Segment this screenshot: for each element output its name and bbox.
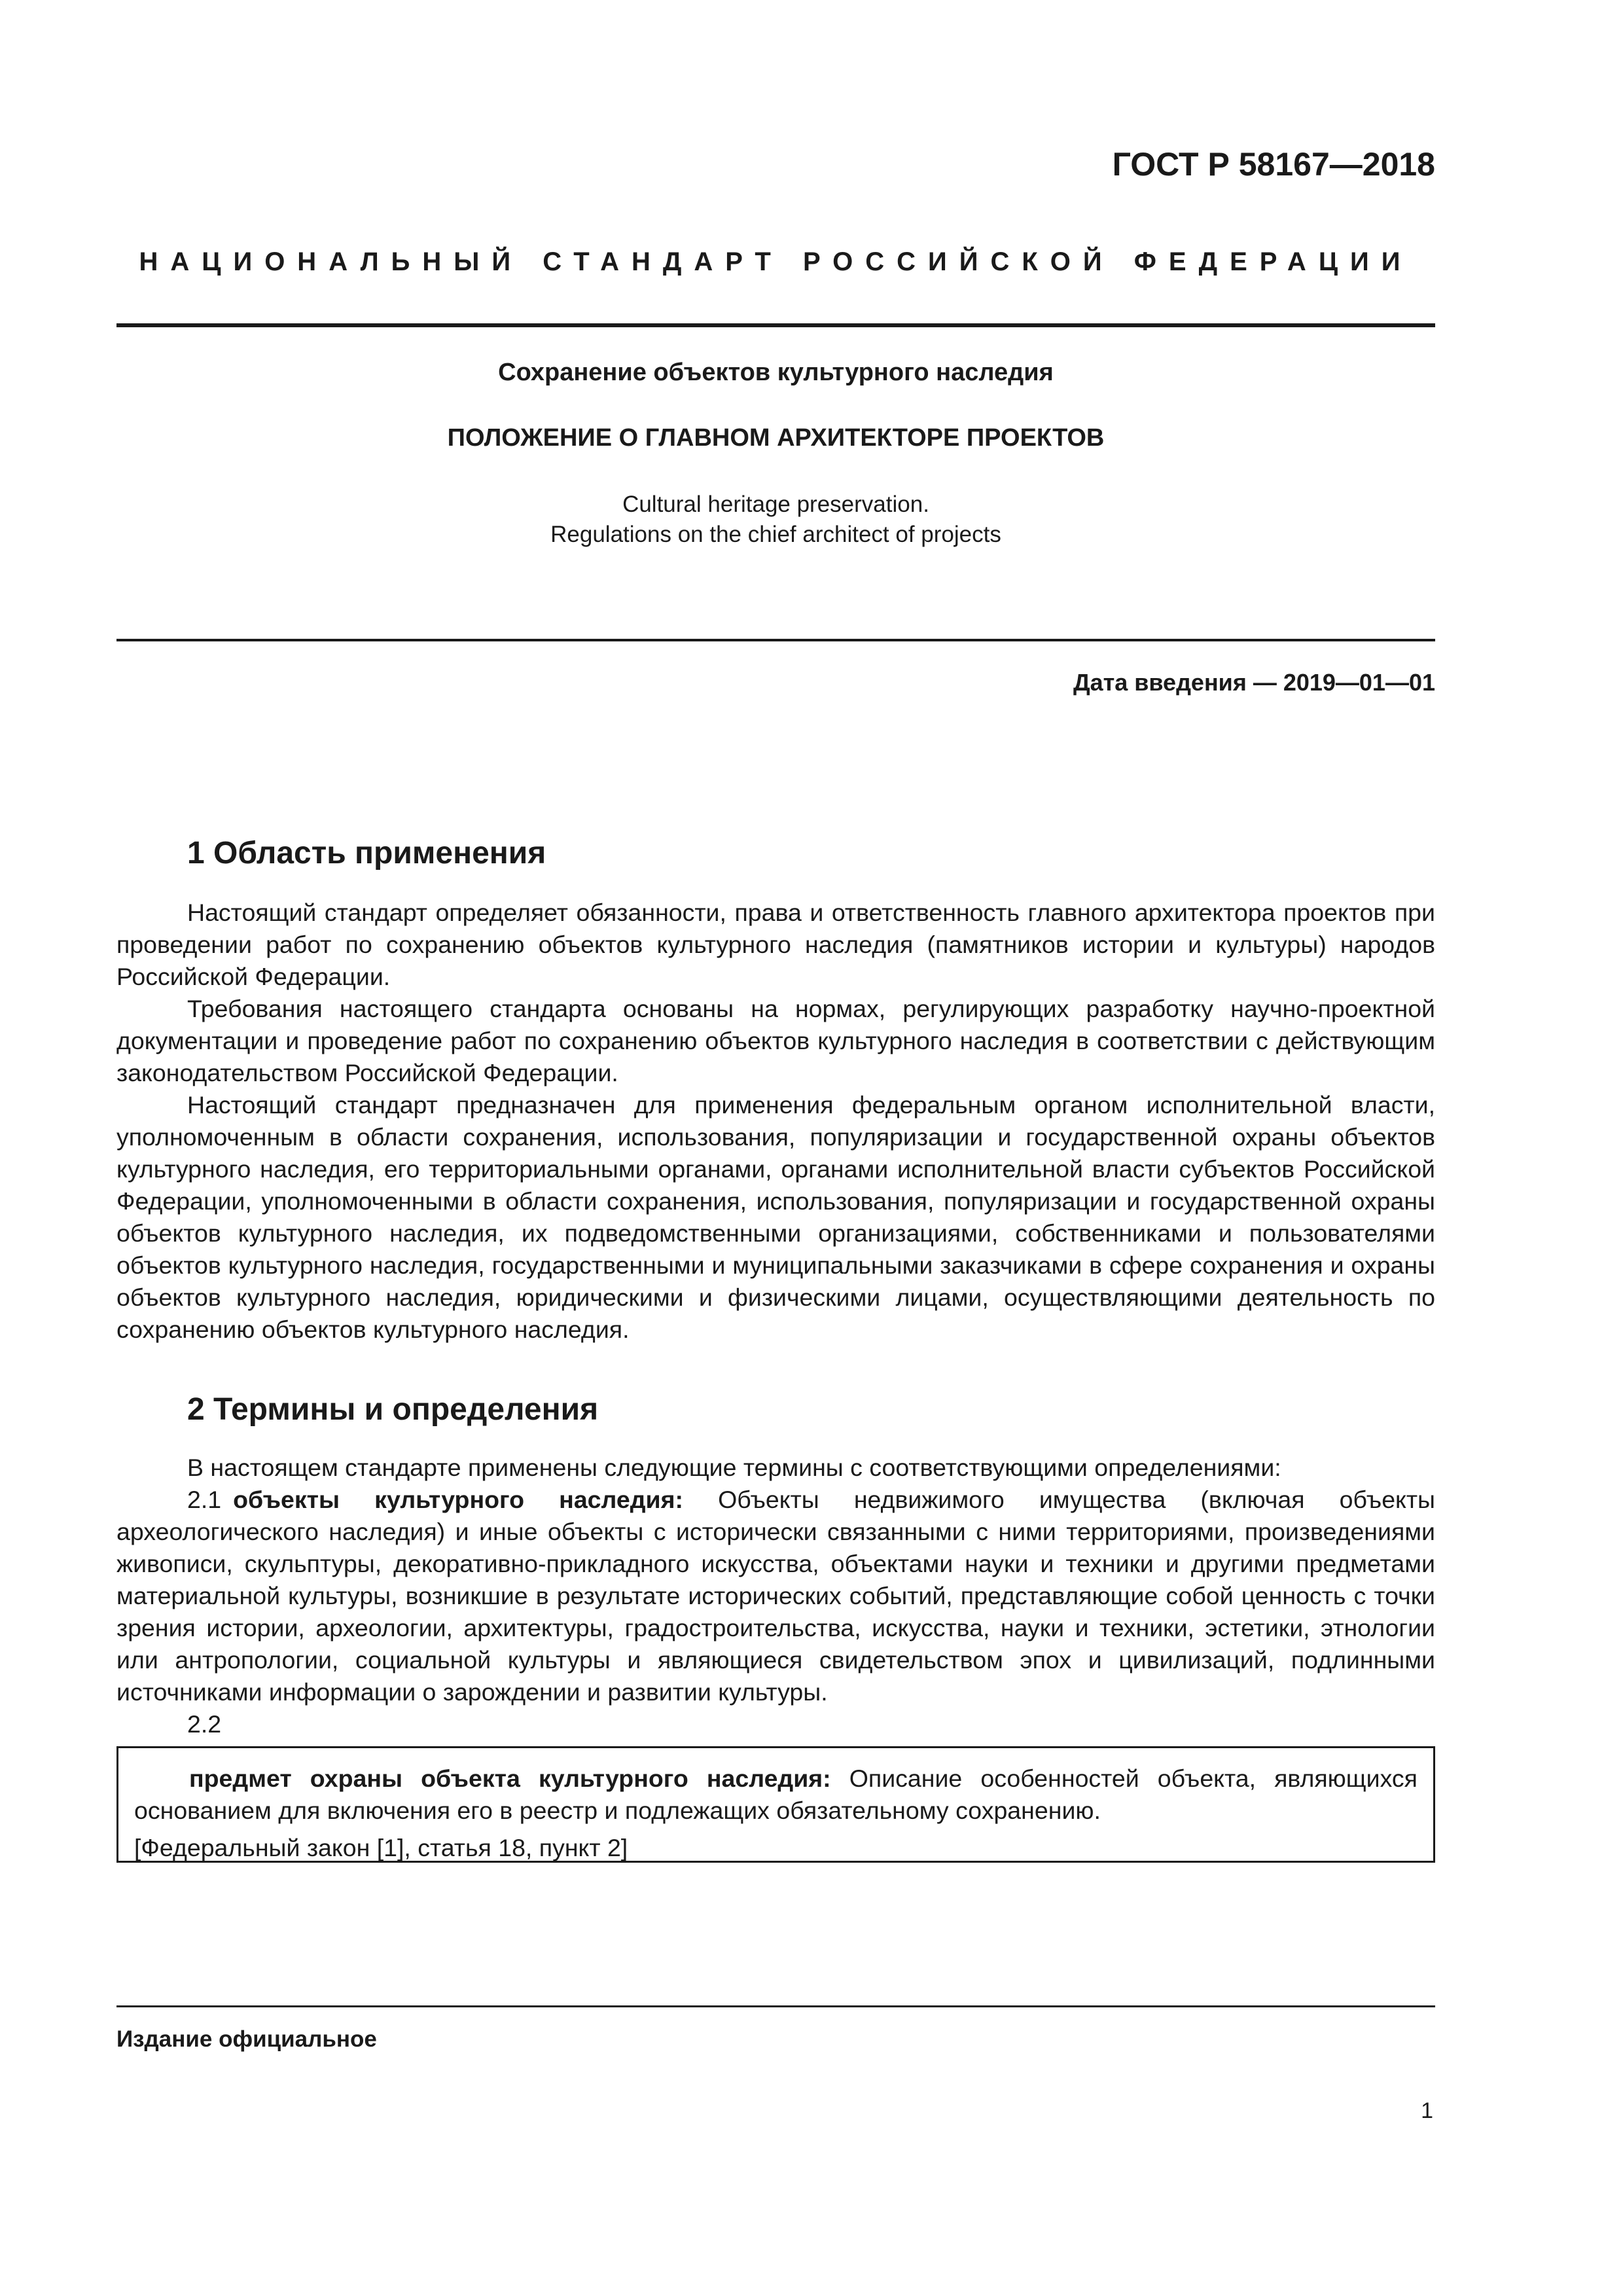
document-title: ПОЛОЖЕНИЕ О ГЛАВНОМ АРХИТЕКТОРЕ ПРОЕКТОВ [447,424,1105,452]
term-entry [134,1763,1418,1827]
title-rule [116,639,1435,641]
section-2-body [116,1452,1435,1740]
term-box [116,1746,1435,1863]
term-entry [116,1484,1435,1708]
english-title [116,490,1435,550]
english-title-line-2: Regulations on the chief architect of projects [550,522,1001,547]
term-number: 2.1 [187,1486,222,1513]
term-definition: Описание особенностей объекта, являющихся основанием для включения его в реестр и подлежащих обязательному сохранению. [134,1765,1418,1824]
page-number: 1 [1421,2098,1433,2123]
paragraph: Требования настоящего стандарта основаны на нормах, регулирующих разработку научно-проектной документации и проведение работ по сохранению объектов культурного наследия в соответствии с действующим законодательством Российской Федерации. [116,995,1435,1086]
edition-label: Издание официальное [116,2026,377,2052]
paragraph: Настоящий стандарт определяет обязанности, права и ответственность главного архитектора проектов при проведении работ по сохранению объектов культурного наследия (памятников истории и культуры) народов Российской Федерации. [116,899,1435,990]
term-definition: Объекты недвижимого имущества (включая объекты археологического наследия) и иные объекты с исторически связанными с ними территориями, произведениями живописи, скульптуры, декоративно-прикладного искусства, объектами науки и техники и другими предметами материальной культуры, возникшие в результате исторических событий, представляющие собой ценность с точки зрения истории, археологии, архитектуры, градостроительства, искусства, науки и техники, эстетики, этнологии или антропологии, социальной культуры и являющиеся свидетельством эпох и цивилизаций, подлинными источниками информации о зарождении и развитии культуры. [116,1486,1436,1706]
introduction-date: Дата введения — 2019—01—01 [1073,669,1435,696]
term-name: предмет охраны объекта культурного наследия: [189,1765,831,1792]
section-1-body [116,897,1435,1346]
term-name: объекты культурного наследия: [233,1486,683,1513]
term-source: [Федеральный закон [1], статья 18, пункт 2] [134,1834,628,1861]
english-title-line-1: Cultural heritage preservation. [622,492,929,517]
section-1-title: 1 Область применения [187,836,546,870]
section-2-title: 2 Термины и определения [187,1392,599,1427]
header-rule [116,323,1435,327]
term-number: 2.2 [187,1710,222,1738]
footer-rule [116,2005,1435,2007]
paragraph: В настоящем стандарте применены следующие термины с соответствующими определениями: [187,1454,1281,1481]
standard-banner: НАЦИОНАЛЬНЫЙ СТАНДАРТ РОССИЙСКОЙ ФЕДЕРАЦИИ [139,247,1413,276]
paragraph: Настоящий стандарт предназначен для применения федеральным органом исполнительной власти, уполномоченным в области сохранения, использования, популяризации и государственной охраны объектов культурного наследия, его территориальными органами, органами исполнительной власти субъектов Российской Федерации, уполномоченными в области сохранения, использования, популяризации и государственной охраны объектов культурного наследия, их подведомственными организациями, собственниками и пользователями объектов культурного наследия, государственными и муниципальными заказчиками в сфере сохранения и охраны объектов культурного наследия, юридическими и физическими лицами, осуществляющими деятельность по сохранению объектов культурного наследия. [116,1091,1435,1343]
document-subject: Сохранение объектов культурного наследия [498,359,1054,386]
document-number: ГОСТ Р 58167—2018 [1112,146,1435,183]
